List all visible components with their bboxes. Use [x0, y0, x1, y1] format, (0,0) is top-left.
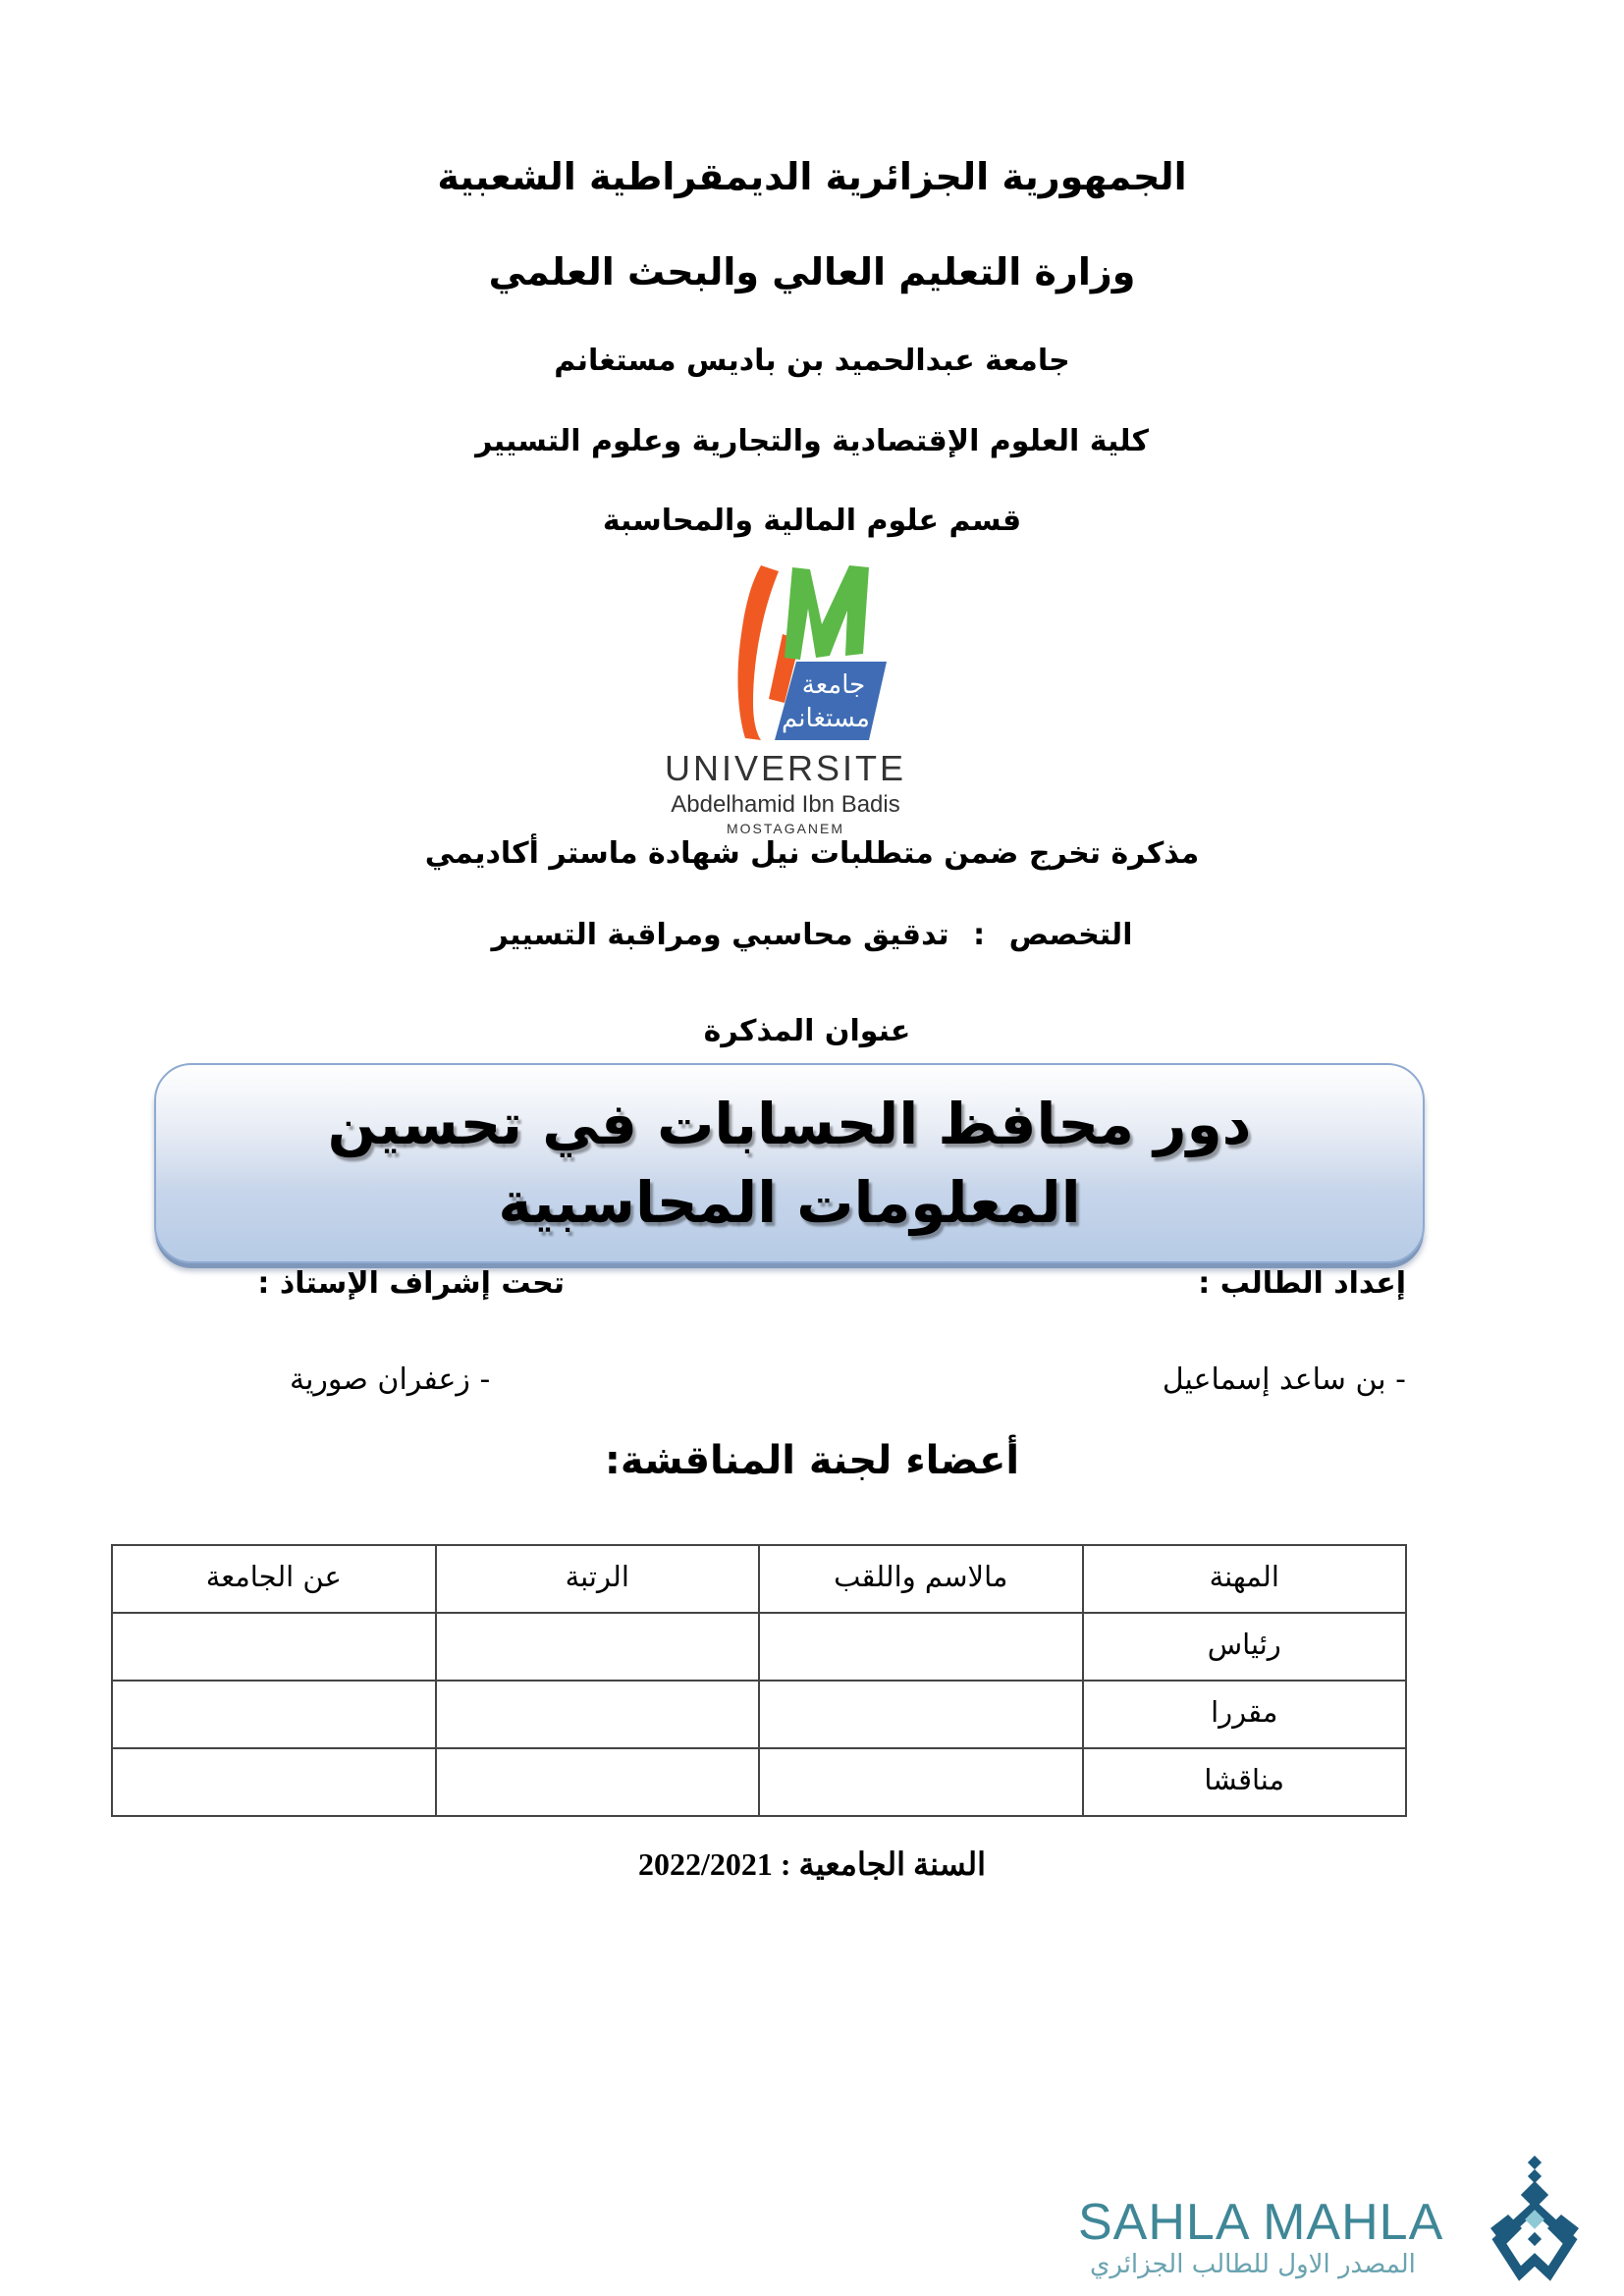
cell-name	[759, 1681, 1083, 1748]
thesis-title-label: عنوان المذكرة	[703, 1014, 911, 1048]
specialty-line	[0, 918, 1624, 952]
cell-role: رئياس	[1083, 1613, 1407, 1681]
thesis-title-box	[154, 1063, 1425, 1263]
supervisor-name: - زعفران صورية	[290, 1362, 491, 1397]
republic-heading: الجمهورية الجزائرية الديمقراطية الشعبية	[437, 155, 1187, 198]
column-header-rank: الرتبة	[436, 1545, 760, 1613]
supervisor-label: تحت إشراف الإستاذ :	[257, 1266, 565, 1301]
faculty-heading: كلية العلوم الإقتصادية والتجارية وعلوم التسيير	[475, 424, 1149, 458]
column-header-name: مالاسم واللقب	[759, 1545, 1083, 1613]
specialty-value: تدقيق محاسبي ومراقبة التسيير	[491, 918, 949, 952]
thesis-title: دور محافظ الحسابات في تحسين المعلومات المحاسبية	[327, 1091, 1252, 1236]
committee-heading: أعضاء لجنة المناقشة:	[604, 1438, 1020, 1483]
thesis-type: مذكرة تخرج ضمن متطلبات نيل شهادة ماستر أكاديمي	[424, 836, 1200, 871]
committee-table	[111, 1544, 1407, 1817]
university-heading: جامعة عبدالحميد بن باديس مستغانم	[554, 344, 1070, 378]
academic-year: السنة الجامعية : 2022/2021	[638, 1846, 986, 1882]
specialty-separator: :	[973, 918, 986, 952]
column-header-role: المهنة	[1083, 1545, 1407, 1613]
svg-text:مستغانم: مستغانم	[782, 704, 870, 733]
watermark-title: SAHLA MAHLA	[1078, 2194, 1444, 2251]
department-heading: قسم علوم المالية والمحاسبة	[602, 504, 1022, 538]
ministry-heading: وزارة التعليم العالي والبحث العلمي	[488, 250, 1136, 294]
cell-role: مناقشا	[1083, 1748, 1407, 1816]
table-row	[112, 1748, 1406, 1816]
sahla-mahla-watermark	[1078, 2152, 1624, 2289]
cell-role: مقررا	[1083, 1681, 1407, 1748]
sahla-mahla-emblem-icon	[1481, 2156, 1589, 2281]
student-name: - بن ساعد إسماعيل	[1162, 1362, 1406, 1397]
university-emblem-icon	[731, 565, 889, 742]
cell-university	[112, 1613, 436, 1681]
logo-subtitle: Abdelhamid Ibn Badis	[671, 791, 900, 818]
table-header-row	[112, 1545, 1406, 1613]
specialty-label: التخصص	[1008, 918, 1133, 952]
cell-university	[112, 1748, 436, 1816]
logo-universite: UNIVERSITE	[664, 748, 907, 788]
svg-text:جامعة: جامعة	[801, 670, 866, 700]
table-row	[112, 1613, 1406, 1681]
watermark-subtitle: المصدر الاول للطالب الجزائري	[1090, 2250, 1416, 2279]
university-logo	[731, 565, 889, 742]
column-header-university: عن الجامعة	[112, 1545, 436, 1613]
table-row	[112, 1681, 1406, 1748]
cell-name	[759, 1613, 1083, 1681]
cell-university	[112, 1681, 436, 1748]
cell-name	[759, 1748, 1083, 1816]
student-label: إعداد الطالب :	[1198, 1266, 1406, 1301]
cell-rank	[436, 1681, 760, 1748]
cell-rank	[436, 1748, 760, 1816]
cell-rank	[436, 1613, 760, 1681]
logo-city: MOSTAGANEM	[726, 821, 845, 836]
